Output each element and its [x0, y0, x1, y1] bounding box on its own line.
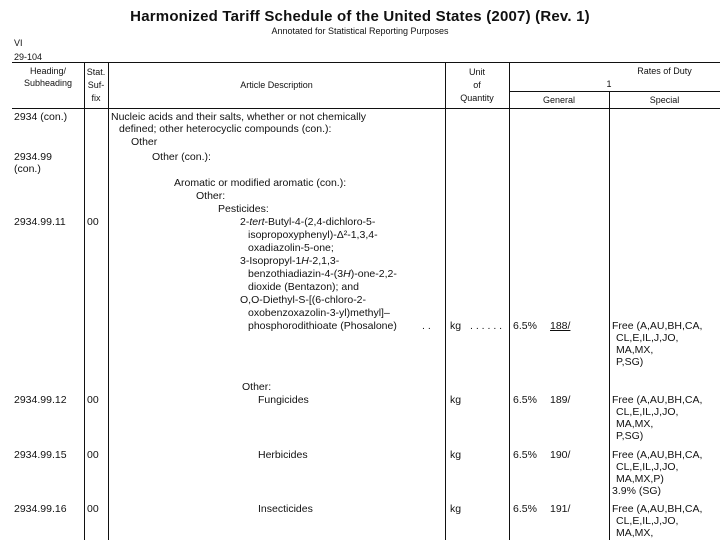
special-rate: Free (A,AU,BH,CA, — [612, 320, 703, 332]
heading-number: 2934.99 — [14, 151, 52, 163]
heading-number: (con.) — [14, 163, 41, 175]
stat-suffix-header — [84, 66, 108, 105]
unit-header-line: of — [473, 80, 481, 90]
special-rate: MA,MX, — [616, 527, 654, 539]
rates-of-duty-header: Rates of Duty — [637, 66, 692, 76]
page-number: 29-104 — [14, 52, 43, 62]
general-footnote: 189/ — [550, 394, 571, 406]
column-divider — [84, 62, 85, 540]
header-bottom-rule — [12, 108, 720, 109]
article-description-header: Article Description — [240, 80, 313, 90]
article-description: O,O-Diethyl-S-[(6-chloro-2- — [240, 294, 367, 306]
table-top-rule — [12, 62, 720, 63]
stat-suffix: 00 — [87, 394, 99, 406]
special-rate: MA,MX, — [616, 418, 654, 430]
special-rate: CL,E,IL,J,JO, — [616, 515, 679, 527]
general-header: General — [542, 95, 576, 105]
general-rate: 6.5% — [513, 503, 537, 515]
article-description: isopropoxyphenyl)-Δ²-1,3,4- — [248, 229, 378, 241]
article-description: phosphorodithioate (Phosalone) — [248, 320, 397, 332]
special-rate: MA,MX,P) — [616, 473, 664, 485]
article-description: Other: — [242, 381, 272, 393]
unit-of-quantity: kg — [450, 394, 462, 406]
special-rate: Free (A,AU,BH,CA, — [612, 449, 703, 461]
unit-of-quantity: kg — [450, 503, 462, 515]
stat-header-line: fix — [91, 93, 101, 103]
article-description: Insecticides — [258, 503, 313, 515]
stat-suffix: 00 — [87, 449, 99, 461]
article-description: 3-Isopropyl-1H-2,1,3- — [240, 255, 340, 267]
subheading-number: 2934.99.16 — [14, 503, 67, 515]
article-description: oxadiazolin-5-one; — [248, 242, 334, 254]
column-divider — [445, 62, 446, 540]
unit-of-quantity-header — [445, 66, 509, 105]
article-description: Other (con.): — [152, 151, 211, 163]
article-description: Fungicides — [258, 394, 309, 406]
unit-of-quantity: kg — [450, 449, 462, 461]
general-rate: 6.5% — [513, 449, 537, 461]
heading-header-line: Heading/ — [29, 66, 67, 76]
rates-subheader-rule — [509, 91, 720, 92]
special-rate: MA,MX, — [616, 344, 654, 356]
special-header: Special — [649, 95, 680, 105]
article-description: 2-tert-Butyl-4-(2,4-dichloro-5- — [240, 216, 376, 228]
special-rate: 3.9% (SG) — [612, 485, 662, 497]
article-description: Nucleic acids and their salts, whether or not chemically — [111, 111, 367, 123]
stat-header-line: Stat. — [86, 67, 106, 77]
article-description: dioxide (Bentazon); and — [248, 281, 359, 293]
special-rate: P,SG) — [616, 356, 644, 368]
article-description: Other: — [196, 190, 226, 202]
special-rate: Free (A,AU,BH,CA, — [612, 394, 703, 406]
heading-header — [12, 66, 84, 88]
column-divider — [609, 91, 610, 540]
general-footnote: 190/ — [550, 449, 571, 461]
subheading-number: 2934.99.12 — [14, 394, 67, 406]
general-rate: 6.5% — [513, 320, 537, 332]
stat-suffix: 00 — [87, 503, 99, 515]
stat-suffix: 00 — [87, 216, 99, 228]
article-description: benzothiadiazin-4-(3H)-one-2,2- — [248, 268, 397, 280]
special-rate: CL,E,IL,J,JO, — [616, 461, 679, 473]
special-rate: Free (A,AU,BH,CA, — [612, 503, 703, 515]
rates-column-number: 1 — [606, 79, 612, 89]
article-description: Herbicides — [258, 449, 308, 461]
unit-header-line: Quantity — [460, 93, 494, 103]
unit-of-quantity: kg — [450, 320, 462, 332]
heading-number: 2934 (con.) — [14, 111, 68, 123]
document-subtitle: Annotated for Statistical Reporting Purposes — [271, 26, 449, 36]
stat-header-line: Suf- — [87, 80, 105, 90]
section-number: VI — [14, 38, 23, 48]
subheading-number: 2934.99.11 — [14, 216, 66, 228]
column-divider — [509, 62, 510, 540]
article-description: Aromatic or modified aromatic (con.): — [174, 177, 347, 189]
special-rate: CL,E,IL,J,JO, — [616, 332, 679, 344]
general-rate: 6.5% — [513, 394, 537, 406]
special-rate: CL,E,IL,J,JO, — [616, 406, 679, 418]
heading-header-line: Subheading — [23, 78, 73, 88]
column-divider — [108, 62, 109, 540]
general-footnote: 191/ — [550, 503, 571, 515]
article-description: Other — [131, 136, 158, 148]
document-title: Harmonized Tariff Schedule of the United States (2007) (Rev. 1) — [130, 8, 590, 25]
special-rate: P,SG) — [616, 430, 644, 442]
unit-header-line: Unit — [468, 67, 485, 77]
subheading-number: 2934.99.15 — [14, 449, 67, 461]
leader-dots: . . — [422, 320, 431, 332]
leader-dots: . . . . . . — [470, 320, 503, 332]
article-description: Pesticides: — [218, 203, 269, 215]
general-footnote: 188/ — [550, 320, 571, 332]
article-description: oxobenzoxazolin-3-yl)methyl]– — [248, 307, 390, 319]
article-description: defined; other heterocyclic compounds (con.): — [119, 123, 332, 135]
